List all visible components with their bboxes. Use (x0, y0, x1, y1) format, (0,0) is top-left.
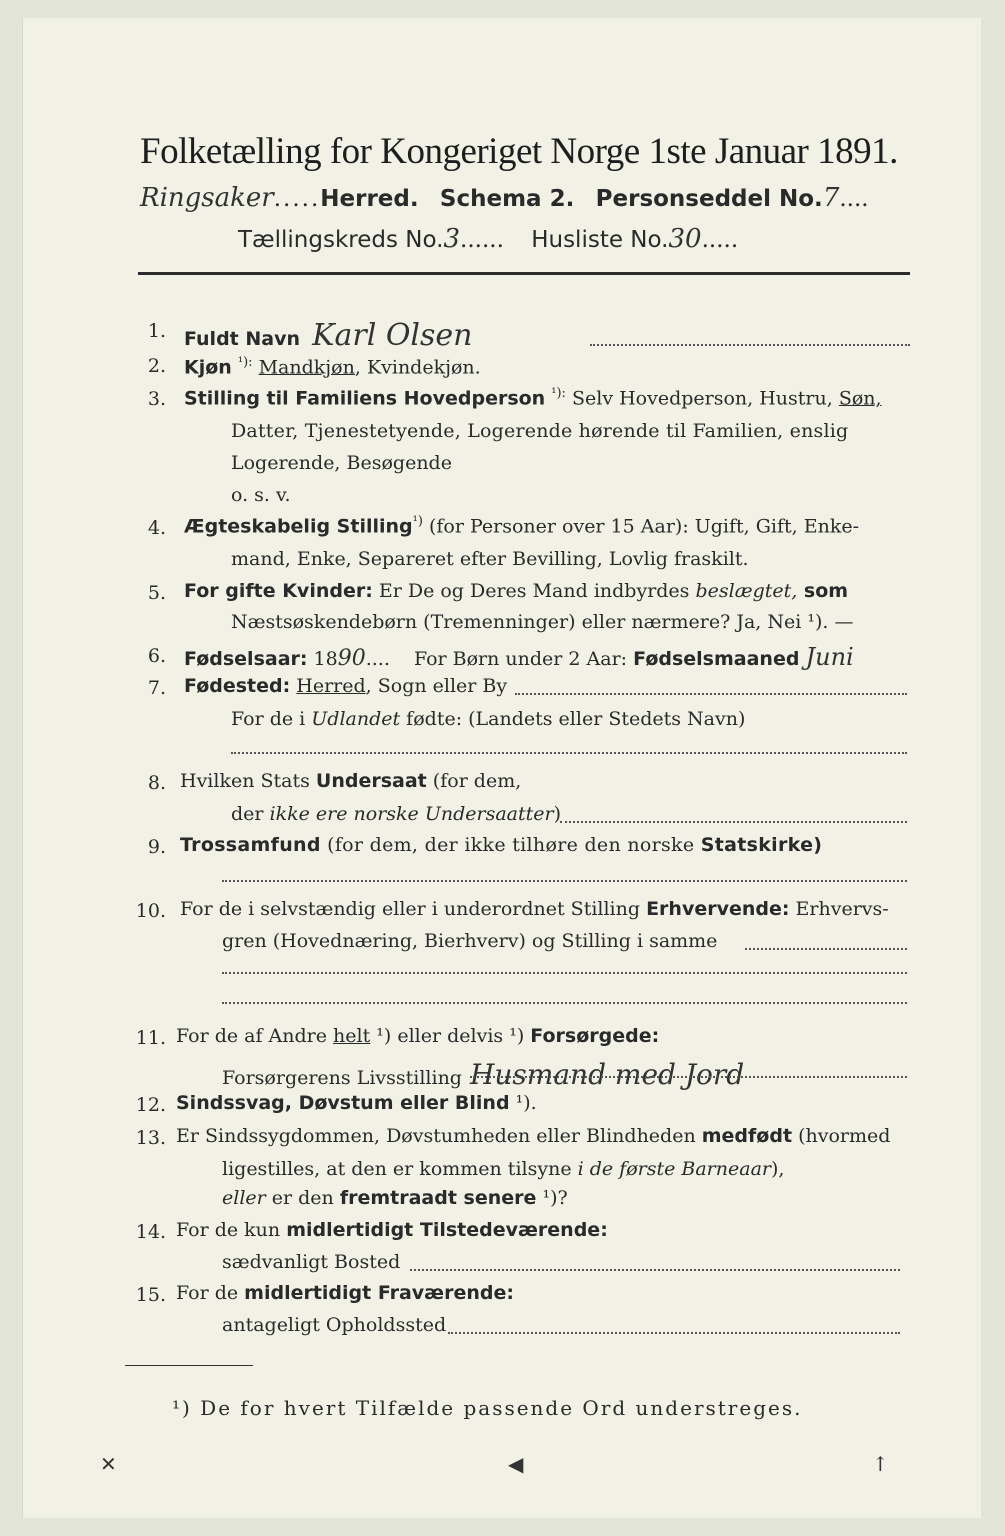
q12-label: Sindssvag, Døvstum eller Blind (176, 1092, 510, 1114)
q8-italic: ikke ere norske Undersaatter (269, 803, 554, 825)
q9-dotted-line (222, 880, 907, 882)
q14-line2: sædvanligt Bosted (222, 1251, 401, 1273)
q15-label: midlertidigt Fraværende: (244, 1282, 514, 1304)
q13-text3a: er den (265, 1187, 340, 1209)
form-title: Folketælling for Kongeriget Norge 1ste Januar 1891. (140, 131, 898, 172)
q8-text1a: Hvilken Stats (180, 770, 316, 792)
q10-label: Erhvervende: (646, 898, 790, 920)
q3-line1 (184, 386, 882, 409)
q2-line (184, 355, 481, 378)
q13-eller: eller (222, 1187, 266, 1209)
q11-selected-helt: helt (333, 1025, 371, 1047)
q13-label2: fremtraadt senere (339, 1187, 537, 1209)
q11-text2: Forsørgerens Livsstilling (222, 1067, 462, 1089)
q5-som: som (797, 580, 849, 602)
header-rule (138, 272, 910, 275)
q11-label: Forsørgede: (530, 1025, 660, 1047)
q5-number: 5. (147, 582, 166, 604)
q15-text1: For de (176, 1282, 245, 1304)
q10-label2: Erhvervs- (789, 898, 889, 920)
q8-number: 8. (147, 772, 166, 794)
q9-statskirke: Statskirke) (700, 834, 823, 856)
q7-rest: , Sogn eller By (365, 675, 508, 697)
q1-name-value: Karl Olsen (312, 318, 473, 353)
q11-text1b: ¹) eller delvis ¹) (370, 1025, 531, 1047)
q15-number: 15. (135, 1284, 166, 1306)
q7-line1 (184, 675, 507, 697)
q5-answer-dash: — (834, 611, 854, 633)
q8-line1 (180, 770, 521, 792)
q10-dotted-line1 (745, 948, 907, 950)
q3-line2: Datter, Tjenestetyende, Logerende hørende til Familien, enslig (231, 420, 849, 442)
q8-dotted-line (560, 821, 907, 823)
q2-rest: , Kvindekjøn. (354, 356, 481, 379)
q10-text1: For de i selvstændig eller i underordnet Stilling (180, 898, 647, 920)
q4-label: Ægteskabelig Stilling (184, 515, 413, 538)
q7-selected-herred: Herred (296, 675, 366, 697)
husliste-label: Husliste No. (531, 227, 669, 253)
q9-label: Trossamfund (180, 834, 321, 856)
q11-text1a: For de af Andre (176, 1025, 334, 1047)
q1-number: 1. (147, 320, 166, 342)
personseddel-label: Personseddel No. (595, 186, 823, 212)
q9-text: (for dem, der ikke tilhøre den norske (320, 834, 701, 856)
q10-line2: gren (Hovednæring, Bierhverv) og Stilling i samme (222, 930, 718, 952)
q14-dotted-line (410, 1269, 900, 1271)
q7-dotted-line2 (231, 752, 907, 754)
q2-number: 2. (147, 355, 166, 377)
q10-dotted-line2 (222, 972, 907, 974)
q4-line1 (184, 514, 859, 537)
q14-line1 (176, 1219, 608, 1241)
q10-dotted-line3 (222, 1002, 907, 1004)
q13-line2 (222, 1158, 784, 1180)
q3-selected-son: Søn, (838, 387, 882, 410)
q4-number: 4. (147, 517, 166, 539)
q8-text2b: ) (553, 803, 561, 825)
q13-text2b: ), (771, 1158, 785, 1180)
q6-year-value: 90 (337, 646, 366, 671)
q1-dotted-line (590, 344, 910, 346)
corner-mark-right: ↑ (872, 1452, 889, 1476)
q3-text1: Selv Hovedperson, Hustru, (565, 387, 839, 410)
q9-line (180, 834, 822, 856)
q6-month-label: Fødselsmaaned (633, 648, 800, 670)
q13-text3b: ¹)? (536, 1187, 568, 1209)
q11-number: 11. (135, 1027, 166, 1049)
q3-label: Stilling til Familiens Hovedperson (184, 387, 546, 410)
q14-text1: For de kun (176, 1219, 287, 1241)
kreds-label: Tællingskreds No. (238, 227, 444, 253)
q4-sup: ¹) (412, 514, 423, 529)
q11-line2 (222, 1058, 744, 1091)
herred-line: Ringsaker.....Herred. Schema 2. Personseddel No.7.... (140, 183, 869, 213)
q6-month-value: Juni (805, 643, 854, 671)
q13-line3 (222, 1187, 568, 1209)
q7-dotted-line (515, 693, 907, 695)
q1-label: Fuldt Navn (184, 328, 301, 350)
footnote: ¹) De for hvert Tilfælde passende Ord understreges. (172, 1396, 803, 1420)
q7-number: 7. (147, 677, 166, 699)
footnote-rule (125, 1365, 253, 1366)
q5-text2: Næstsøskendebørn (Tremenninger) eller nærmere? Ja, Nei ¹). (231, 611, 829, 633)
q2-sup: ¹): (237, 355, 253, 370)
q12-tail: ¹). (509, 1092, 537, 1114)
q7-text2b: fødte: (Landets eller Stedets Navn) (400, 708, 746, 730)
q10-line1 (180, 898, 889, 920)
q2-selected-mandkjon: Mandkjøn (258, 356, 355, 379)
q8-line2 (231, 803, 561, 825)
q7-line2 (231, 708, 745, 730)
q4-line2: mand, Enke, Separeret efter Bevilling, Lovlig fraskilt. (231, 548, 749, 570)
q13-text2a: ligestilles, at den er kommen tilsyne (222, 1158, 578, 1180)
q3-line4: o. s. v. (231, 484, 291, 506)
q11-dotted-line (470, 1076, 907, 1078)
corner-mark-center: ◀ (508, 1452, 524, 1476)
q13-text1b: (hvormed (792, 1125, 891, 1147)
q7-udlandet: Udlandet (311, 708, 401, 730)
personseddel-value: 7 (822, 183, 840, 213)
q13-text1a: Er Sindssygdommen, Døvstumheden eller Blindheden (176, 1125, 702, 1147)
q11-line1 (176, 1025, 659, 1047)
q4-text1: (for Personer over 15 Aar): Ugift, Gift, Enke- (422, 515, 860, 538)
q3-sup: ¹): (551, 386, 566, 401)
q1-line (184, 318, 473, 353)
q2-label: Kjøn (184, 356, 232, 379)
q15-dotted-line (448, 1332, 900, 1334)
q5-label: For gifte Kvinder: (184, 580, 373, 602)
q15-line2: antageligt Opholdssted (222, 1314, 447, 1336)
q12-line (176, 1092, 537, 1114)
q8-text2a: der (231, 803, 270, 825)
q6-text: For Børn under 2 Aar: (413, 648, 634, 670)
q14-number: 14. (135, 1221, 166, 1243)
q11-livsstilling-value: Husmand med Jord (469, 1058, 745, 1091)
q13-line1 (176, 1125, 890, 1147)
q13-number: 13. (135, 1127, 166, 1149)
q15-line1 (176, 1282, 514, 1304)
husliste-value: 30 (668, 224, 702, 254)
q5-beslaegtet: beslægtet, (695, 580, 798, 602)
q14-label: midlertidigt Tilstedeværende: (286, 1219, 608, 1241)
schema-label: Schema 2. (439, 186, 575, 212)
q6-line: Fødselsaar: 1890.... For Børn under 2 Aar: Fødselsmaaned Juni (184, 643, 854, 671)
herred-value: Ringsaker (140, 183, 274, 213)
q13-italic: i de første Barneaar (577, 1158, 771, 1180)
q8-label: Undersaat (315, 770, 427, 792)
corner-mark-left: ✕ (100, 1452, 117, 1476)
q5-text1: Er De og Deres Mand indbyrdes (372, 580, 696, 602)
q6-number: 6. (147, 645, 166, 667)
q12-number: 12. (135, 1094, 166, 1116)
q5-line1 (184, 580, 848, 602)
q3-number: 3. (147, 388, 166, 410)
q9-number: 9. (147, 836, 166, 858)
q7-label: Fødested: (184, 675, 291, 697)
q7-text2a: For de i (231, 708, 312, 730)
q8-text1b: (for dem, (426, 770, 522, 792)
q5-line2 (231, 611, 853, 633)
q6-label: Fødselsaar: (184, 648, 308, 670)
kreds-value: 3 (443, 224, 461, 254)
q13-label: medfødt (701, 1125, 793, 1147)
q6-year-prefix: 18 (307, 648, 338, 670)
kreds-line: Tællingskreds No.3...... Husliste No.30..... (238, 224, 739, 254)
herred-label: Herred. (320, 186, 419, 212)
q3-line3: Logerende, Besøgende (231, 452, 452, 474)
q10-number: 10. (135, 900, 166, 922)
